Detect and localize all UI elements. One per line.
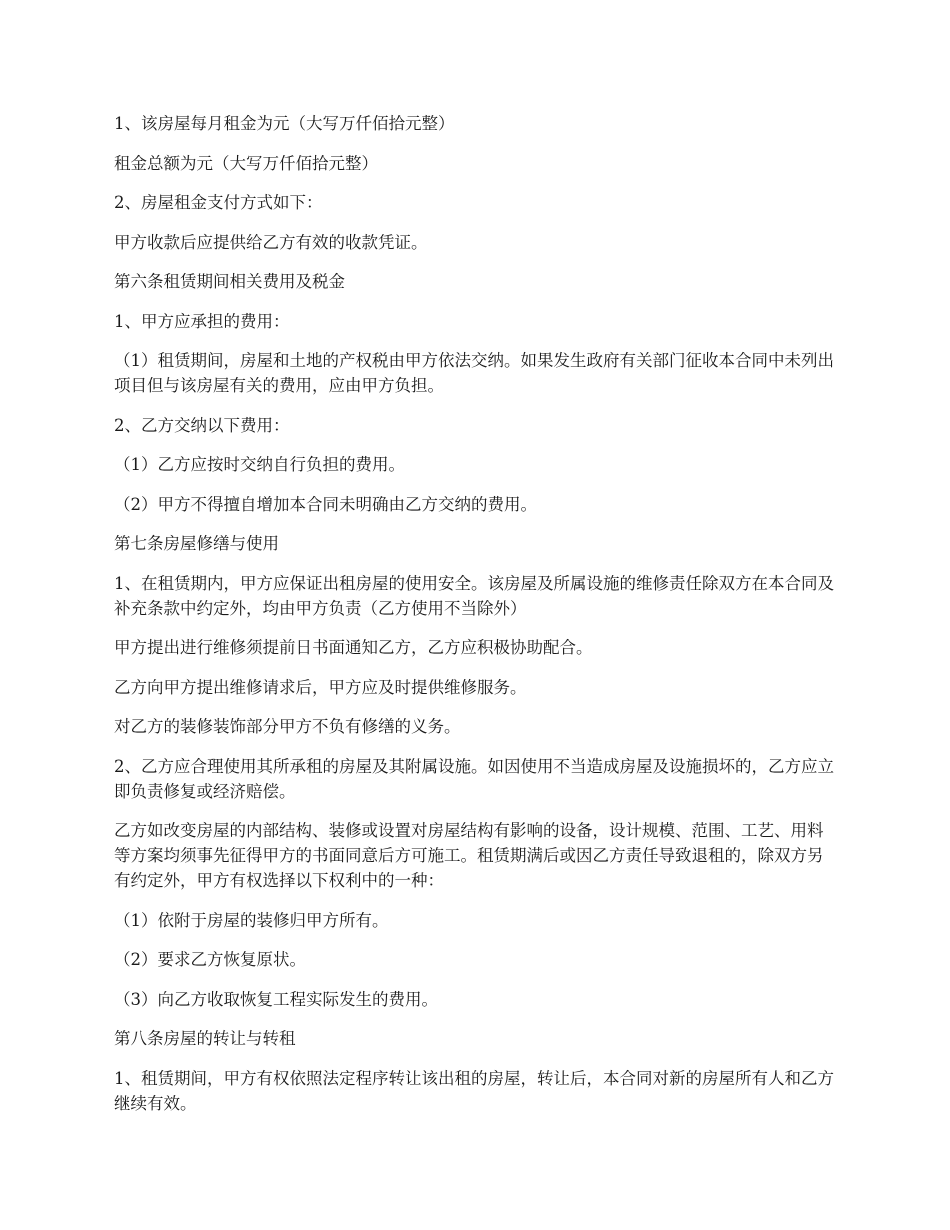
- paragraph: （2）甲方不得擅自增加本合同未明确由乙方交纳的费用。: [114, 494, 537, 514]
- paragraph: 对乙方的装修装饰部分甲方不负有修缮的义务。: [114, 717, 461, 736]
- paragraph: （1）租赁期间，房屋和土地的产权税由甲方依法交纳。如果发生政府有关部门征收本合同中未列出项目但与该房屋有关的费用，应由甲方负担。: [114, 351, 834, 395]
- paragraph: 1、在租赁期内，甲方应保证出租房屋的使用安全。该房屋及所属设施的维修责任除双方在本合同及补充条款中约定外，均由甲方负责（乙方使用不当除外）: [114, 573, 834, 618]
- paragraph: 2、房屋租金支付方式如下：: [114, 193, 323, 212]
- paragraph: 甲方收款后应提供给乙方有效的收款凭证。: [114, 232, 428, 252]
- section-heading: 第七条房屋修缮与使用: [114, 534, 279, 553]
- paragraph: 1、租赁期间，甲方有权依照法定程序转让该出租的房屋，转让后，本合同对新的房屋所有人和乙方继续有效。: [114, 1068, 834, 1113]
- paragraph: （3）向乙方收取恢复工程实际发生的费用。: [114, 989, 438, 1009]
- section-heading: 第六条租赁期间相关费用及税金: [114, 272, 345, 291]
- paragraph: 2、乙方交纳以下费用：: [114, 415, 290, 435]
- paragraph: 租金总额为元（大写万仟佰拾元整）: [114, 153, 378, 173]
- paragraph: 甲方提出进行维修须提前日书面通知乙方，乙方应积极协助配合。: [114, 638, 593, 657]
- document-body: [114, 111, 836, 1130]
- paragraph: （1）依附于房屋的装修归甲方所有。: [114, 910, 389, 930]
- paragraph: 乙方向甲方提出维修请求后，甲方应及时提供维修服务。: [114, 677, 527, 697]
- paragraph: 乙方如改变房屋的内部结构、装修或设置对房屋结构有影响的设备，设计规模、范围、工艺、用料等方案均须事先征得甲方的书面同意后方可施工。租赁期满后或因乙方责任导致退租的，除双方另有约定外，甲方有权选择以下权利中的一种：: [114, 821, 824, 890]
- paragraph: 2、乙方应合理使用其所承租的房屋及其附属设施。如因使用不当造成房屋及设施损坏的，乙方应立即负责修复或经济赔偿。: [114, 756, 834, 801]
- paragraph: 1、甲方应承担的费用：: [114, 311, 290, 331]
- paragraph: 1、该房屋每月租金为元（大写万仟佰拾元整）: [114, 114, 455, 133]
- paragraph: （1）乙方应按时交纳自行负担的费用。: [114, 455, 405, 474]
- section-heading: 第八条房屋的转让与转租: [114, 1029, 296, 1048]
- paragraph: （2）要求乙方恢复原状。: [114, 950, 306, 969]
